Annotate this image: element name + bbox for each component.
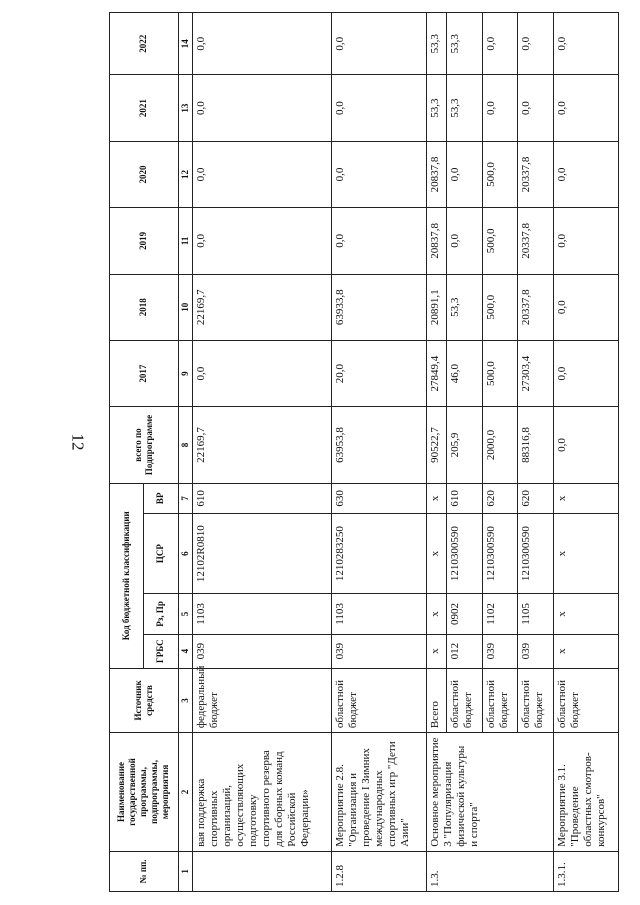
cell-2019: 0,0	[192, 208, 331, 274]
header-row-1	[110, 13, 144, 892]
colnum: 5	[178, 594, 192, 634]
cell-grbs: 039	[192, 634, 331, 668]
cell-vr: x	[553, 483, 618, 513]
cell-rz: 1103	[332, 594, 427, 634]
cell-2020: 500,0	[482, 141, 517, 207]
cell-grbs: 039	[518, 634, 553, 668]
cell-2017: 27849,4	[426, 340, 447, 406]
colnum: 6	[178, 513, 192, 593]
cell-vr: x	[426, 483, 447, 513]
cell-2022: 53,3	[426, 13, 447, 75]
cell-rz: x	[553, 594, 618, 634]
cell-2018: 63933,8	[332, 274, 427, 340]
cell-2022: 0,0	[518, 13, 553, 75]
cell-2020: 0,0	[447, 141, 482, 207]
cell-rz: x	[426, 594, 447, 634]
table-row	[553, 13, 618, 892]
cell-total: 205,9	[447, 407, 482, 483]
colnum: 2	[178, 733, 192, 852]
column-numbers-row	[178, 13, 192, 892]
cell-total: 88316,8	[518, 407, 553, 483]
cell-2022: 0,0	[192, 13, 331, 75]
colnum: 11	[178, 208, 192, 274]
cell-2018: 22169,7	[192, 274, 331, 340]
budget-table	[109, 12, 619, 892]
header-2020: 2020	[110, 141, 179, 207]
cell-num	[192, 851, 331, 891]
cell-2017: 20,0	[332, 340, 427, 406]
cell-2018: 500,0	[482, 274, 517, 340]
cell-2017: 46,0	[447, 340, 482, 406]
cell-2017: 0,0	[192, 340, 331, 406]
cell-grbs: 039	[482, 634, 517, 668]
header-vr: ВР	[144, 483, 178, 513]
cell-source: федеральный бюджет	[192, 668, 331, 732]
header-2019: 2019	[110, 208, 179, 274]
cell-name: Мероприятие 2.8. "Организация и проведение I Зимних международных спортивных игр "Дети Азии"	[332, 733, 427, 852]
cell-total: 90522,7	[426, 407, 447, 483]
cell-source: областной бюджет	[518, 668, 553, 732]
cell-2021: 0,0	[332, 75, 427, 141]
cell-num: 1.2.8	[332, 851, 427, 891]
header-total: всего по Подпрограмме	[110, 407, 179, 483]
colnum: 13	[178, 75, 192, 141]
cell-csr: 1210300590	[482, 513, 517, 593]
cell-2020: 0,0	[553, 141, 618, 207]
cell-total: 2000,0	[482, 407, 517, 483]
cell-2022: 53,3	[447, 13, 482, 75]
cell-2017: 0,0	[553, 340, 618, 406]
header-num: № пп.	[110, 851, 179, 891]
header-rz-pr: Рз, Пр	[144, 594, 178, 634]
cell-2021: 0,0	[192, 75, 331, 141]
cell-grbs: 039	[332, 634, 427, 668]
table-row	[426, 13, 447, 892]
cell-2018: 0,0	[553, 274, 618, 340]
cell-2021: 0,0	[482, 75, 517, 141]
cell-total: 22169,7	[192, 407, 331, 483]
budget-table-rotated	[109, 12, 619, 892]
header-2018: 2018	[110, 274, 179, 340]
cell-num: 1.3.1.	[553, 851, 618, 891]
cell-2020: 0,0	[192, 141, 331, 207]
cell-2019: 0,0	[447, 208, 482, 274]
cell-grbs: x	[426, 634, 447, 668]
cell-vr: 630	[332, 483, 427, 513]
colnum: 7	[178, 483, 192, 513]
page-number: 12	[68, 433, 88, 451]
cell-grbs: 012	[447, 634, 482, 668]
colnum: 4	[178, 634, 192, 668]
colnum: 12	[178, 141, 192, 207]
cell-2018: 53,3	[447, 274, 482, 340]
cell-csr: 1210300590	[447, 513, 482, 593]
cell-rz: 0902	[447, 594, 482, 634]
cell-2022: 0,0	[482, 13, 517, 75]
cell-2019: 20837,8	[426, 208, 447, 274]
cell-2018: 20337,8	[518, 274, 553, 340]
cell-rz: 1105	[518, 594, 553, 634]
cell-2021: 53,3	[447, 75, 482, 141]
cell-source: областной бюджет	[447, 668, 482, 732]
header-2022: 2022	[110, 13, 179, 75]
cell-csr: 1210300590	[518, 513, 553, 593]
header-source: Источник средств	[110, 668, 179, 732]
cell-2019: 0,0	[332, 208, 427, 274]
cell-name: Мероприятие 3.1. "Проведение областных смотров-конкурсов"	[553, 733, 618, 852]
cell-rz: 1102	[482, 594, 517, 634]
cell-vr: 610	[192, 483, 331, 513]
colnum: 14	[178, 13, 192, 75]
cell-2021: 0,0	[553, 75, 618, 141]
cell-csr: x	[426, 513, 447, 593]
cell-2020: 0,0	[332, 141, 427, 207]
cell-vr: 620	[518, 483, 553, 513]
table-row	[192, 13, 331, 892]
colnum: 10	[178, 274, 192, 340]
colnum: 3	[178, 668, 192, 732]
cell-2018: 20891,1	[426, 274, 447, 340]
header-2021: 2021	[110, 75, 179, 141]
cell-source: Всего	[426, 668, 447, 732]
cell-2021: 0,0	[518, 75, 553, 141]
header-grbs: ГРБС	[144, 634, 178, 668]
cell-csr: 1210283250	[332, 513, 427, 593]
cell-name: Основное мероприятие 3 "Популяризация физической культуры и спорта"	[426, 733, 553, 852]
cell-csr: 12102R0810	[192, 513, 331, 593]
cell-total: 63953,8	[332, 407, 427, 483]
cell-total: 0,0	[553, 407, 618, 483]
cell-num: 1.3.	[426, 851, 553, 891]
cell-vr: 620	[482, 483, 517, 513]
cell-2021: 53,3	[426, 75, 447, 141]
cell-2019: 20337,8	[518, 208, 553, 274]
cell-2019: 500,0	[482, 208, 517, 274]
colnum: 9	[178, 340, 192, 406]
header-code-group: Код бюджетной классификации	[110, 483, 144, 668]
header-csr: ЦСР	[144, 513, 178, 593]
cell-vr: 610	[447, 483, 482, 513]
colnum: 8	[178, 407, 192, 483]
colnum: 1	[178, 851, 192, 891]
table-row	[332, 13, 427, 892]
header-2017: 2017	[110, 340, 179, 406]
cell-2020: 20837,8	[426, 141, 447, 207]
cell-grbs: x	[553, 634, 618, 668]
cell-2017: 27303,4	[518, 340, 553, 406]
header-name: Наименование государственной программы, подпрограммы, мероприятия	[110, 733, 179, 852]
cell-rz: 1103	[192, 594, 331, 634]
cell-source: областной бюджет	[482, 668, 517, 732]
cell-2022: 0,0	[332, 13, 427, 75]
cell-2019: 0,0	[553, 208, 618, 274]
cell-2022: 0,0	[553, 13, 618, 75]
cell-csr: x	[553, 513, 618, 593]
cell-2020: 20337,8	[518, 141, 553, 207]
cell-name: вая поддержка спортивных организаций, осуществляющих подготовку спортивного резерва для сборных команд Российской Федерации»	[192, 733, 331, 852]
cell-2017: 500,0	[482, 340, 517, 406]
cell-source: областной бюджет	[553, 668, 618, 732]
cell-source: областной бюджет	[332, 668, 427, 732]
